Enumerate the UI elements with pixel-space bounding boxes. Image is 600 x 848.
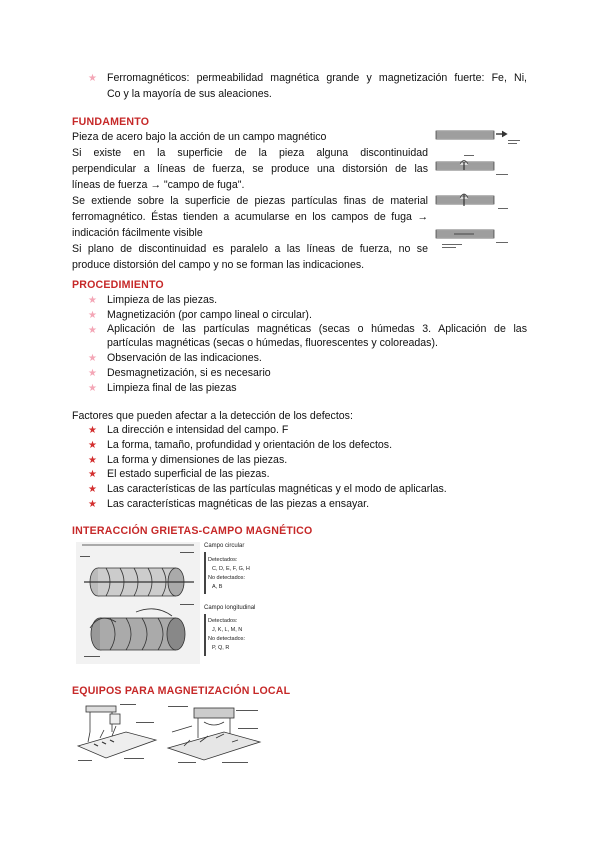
intro-bullet-line-2: Co y la mayoría de sus aleaciones. [107, 88, 272, 100]
factores-item: La dirección e intensidad del campo. F [107, 424, 289, 436]
fundamento-line: Si plano de discontinuidad es paralelo a las líneas de fuerza, no se [72, 243, 428, 255]
star-bullet-icon: ★ [88, 425, 97, 436]
star-bullet-icon: ★ [88, 455, 97, 466]
equipos-heading: EQUIPOS PARA MAGNETIZACIÓN LOCAL [72, 685, 291, 697]
campo-longitudinal-details [208, 617, 245, 653]
fundamento-line: produce distorsión del campo y no se forman las indicaciones. [72, 259, 365, 271]
fundamento-line: perpendicular a líneas de fuerza, se produce una distorsión de las [72, 163, 428, 175]
star-bullet-icon: ★ [88, 353, 97, 364]
fundamento-line: Pieza de acero bajo la acción de un campo magnético [72, 131, 327, 143]
star-bullet-icon: ★ [88, 484, 97, 495]
star-bullet-icon: ★ [88, 295, 97, 306]
procedimiento-item: Observación de las indicaciones. [107, 352, 262, 364]
star-bullet-icon: ★ [88, 469, 97, 480]
factores-intro: Factores que pueden afectar a la detección de los defectos: [72, 410, 353, 422]
procedimiento-item-continued: partículas magnéticas (secas o húmedas, fluorescentes y coloreadas). [107, 337, 438, 349]
campo-circular-title: Campo circular [204, 543, 245, 549]
fundamento-line: líneas de fuerza → "campo de fuga". [72, 179, 245, 191]
star-bullet-icon: ★ [88, 499, 97, 510]
fundamento-body [72, 129, 428, 273]
star-bullet-icon: ★ [88, 310, 97, 321]
circular-detect-label: Detectados: [208, 557, 238, 563]
star-bullet-icon: ★ [88, 440, 97, 451]
intro-bullet-line-1: Ferromagnéticos: permeabilidad magnética grande y magnetización fuerte: Fe, Ni, [107, 72, 527, 84]
procedimiento-item: Magnetización (por campo lineal o circular). [107, 309, 312, 321]
flux-leakage-figure [434, 126, 526, 258]
procedimiento-item: Limpieza final de las piezas [107, 382, 237, 394]
bracket-divider [204, 614, 206, 656]
interaccion-heading: INTERACCIÓN GRIETAS-CAMPO MAGNÉTICO [72, 525, 313, 537]
circular-detect-letters: C, D, E, F, G, H [212, 566, 250, 572]
long-detect-letters: J, K, L, M, N [212, 627, 243, 633]
campo-circular-details [208, 556, 250, 592]
star-bullet-icon: ★ [88, 383, 97, 394]
circular-not-letters: A, B [212, 584, 223, 590]
factores-item: La forma y dimensiones de las piezas. [107, 454, 288, 466]
campo-longitudinal-title: Campo longitudinal [204, 605, 256, 611]
campo-longitudinal-block [204, 604, 255, 612]
star-bullet-icon: ★ [88, 325, 97, 336]
star-bullet-icon: ★ [88, 368, 97, 379]
fundamento-line: ferromagnético. Éstas tienden a acumularse en los campos de fuga → [72, 211, 428, 223]
procedimiento-item: Limpieza de las piezas. [107, 294, 218, 306]
prod-equipment-figure [164, 702, 264, 766]
long-detect-label: Detectados: [208, 618, 238, 624]
procedimiento-item: Desmagnetización, si es necesario [107, 367, 271, 379]
campo-circular-block [204, 542, 244, 550]
circular-not-label: No detectados: [208, 575, 245, 581]
long-not-letters: P, Q, R [212, 645, 230, 651]
crack-field-figure [76, 542, 200, 664]
procedimiento-item: Aplicación de las partículas magnéticas (secas o húmedas 3. Aplicación de las [107, 323, 527, 335]
fundamento-line: indicación fácilmente visible [72, 227, 203, 239]
long-not-label: No detectados: [208, 636, 245, 642]
yoke-equipment-figure [76, 702, 158, 764]
fundamento-line: Se extiende sobre la superficie de piezas partículas finas de material [72, 195, 428, 207]
bracket-divider [204, 552, 206, 594]
fundamento-line: Si existe en la superficie de la pieza alguna discontinuidad [72, 147, 428, 159]
factores-item: El estado superficial de las piezas. [107, 468, 270, 480]
star-bullet-icon: ★ [88, 73, 97, 84]
factores-item: La forma, tamaño, profundidad y orientación de los defectos. [107, 439, 393, 451]
procedimiento-heading: PROCEDIMIENTO [72, 279, 164, 291]
factores-item: Las características de las partículas magnéticas y el modo de aplicarlas. [107, 483, 447, 495]
fundamento-heading: FUNDAMENTO [72, 116, 150, 128]
factores-item: Las características magnéticas de las piezas a ensayar. [107, 498, 370, 510]
